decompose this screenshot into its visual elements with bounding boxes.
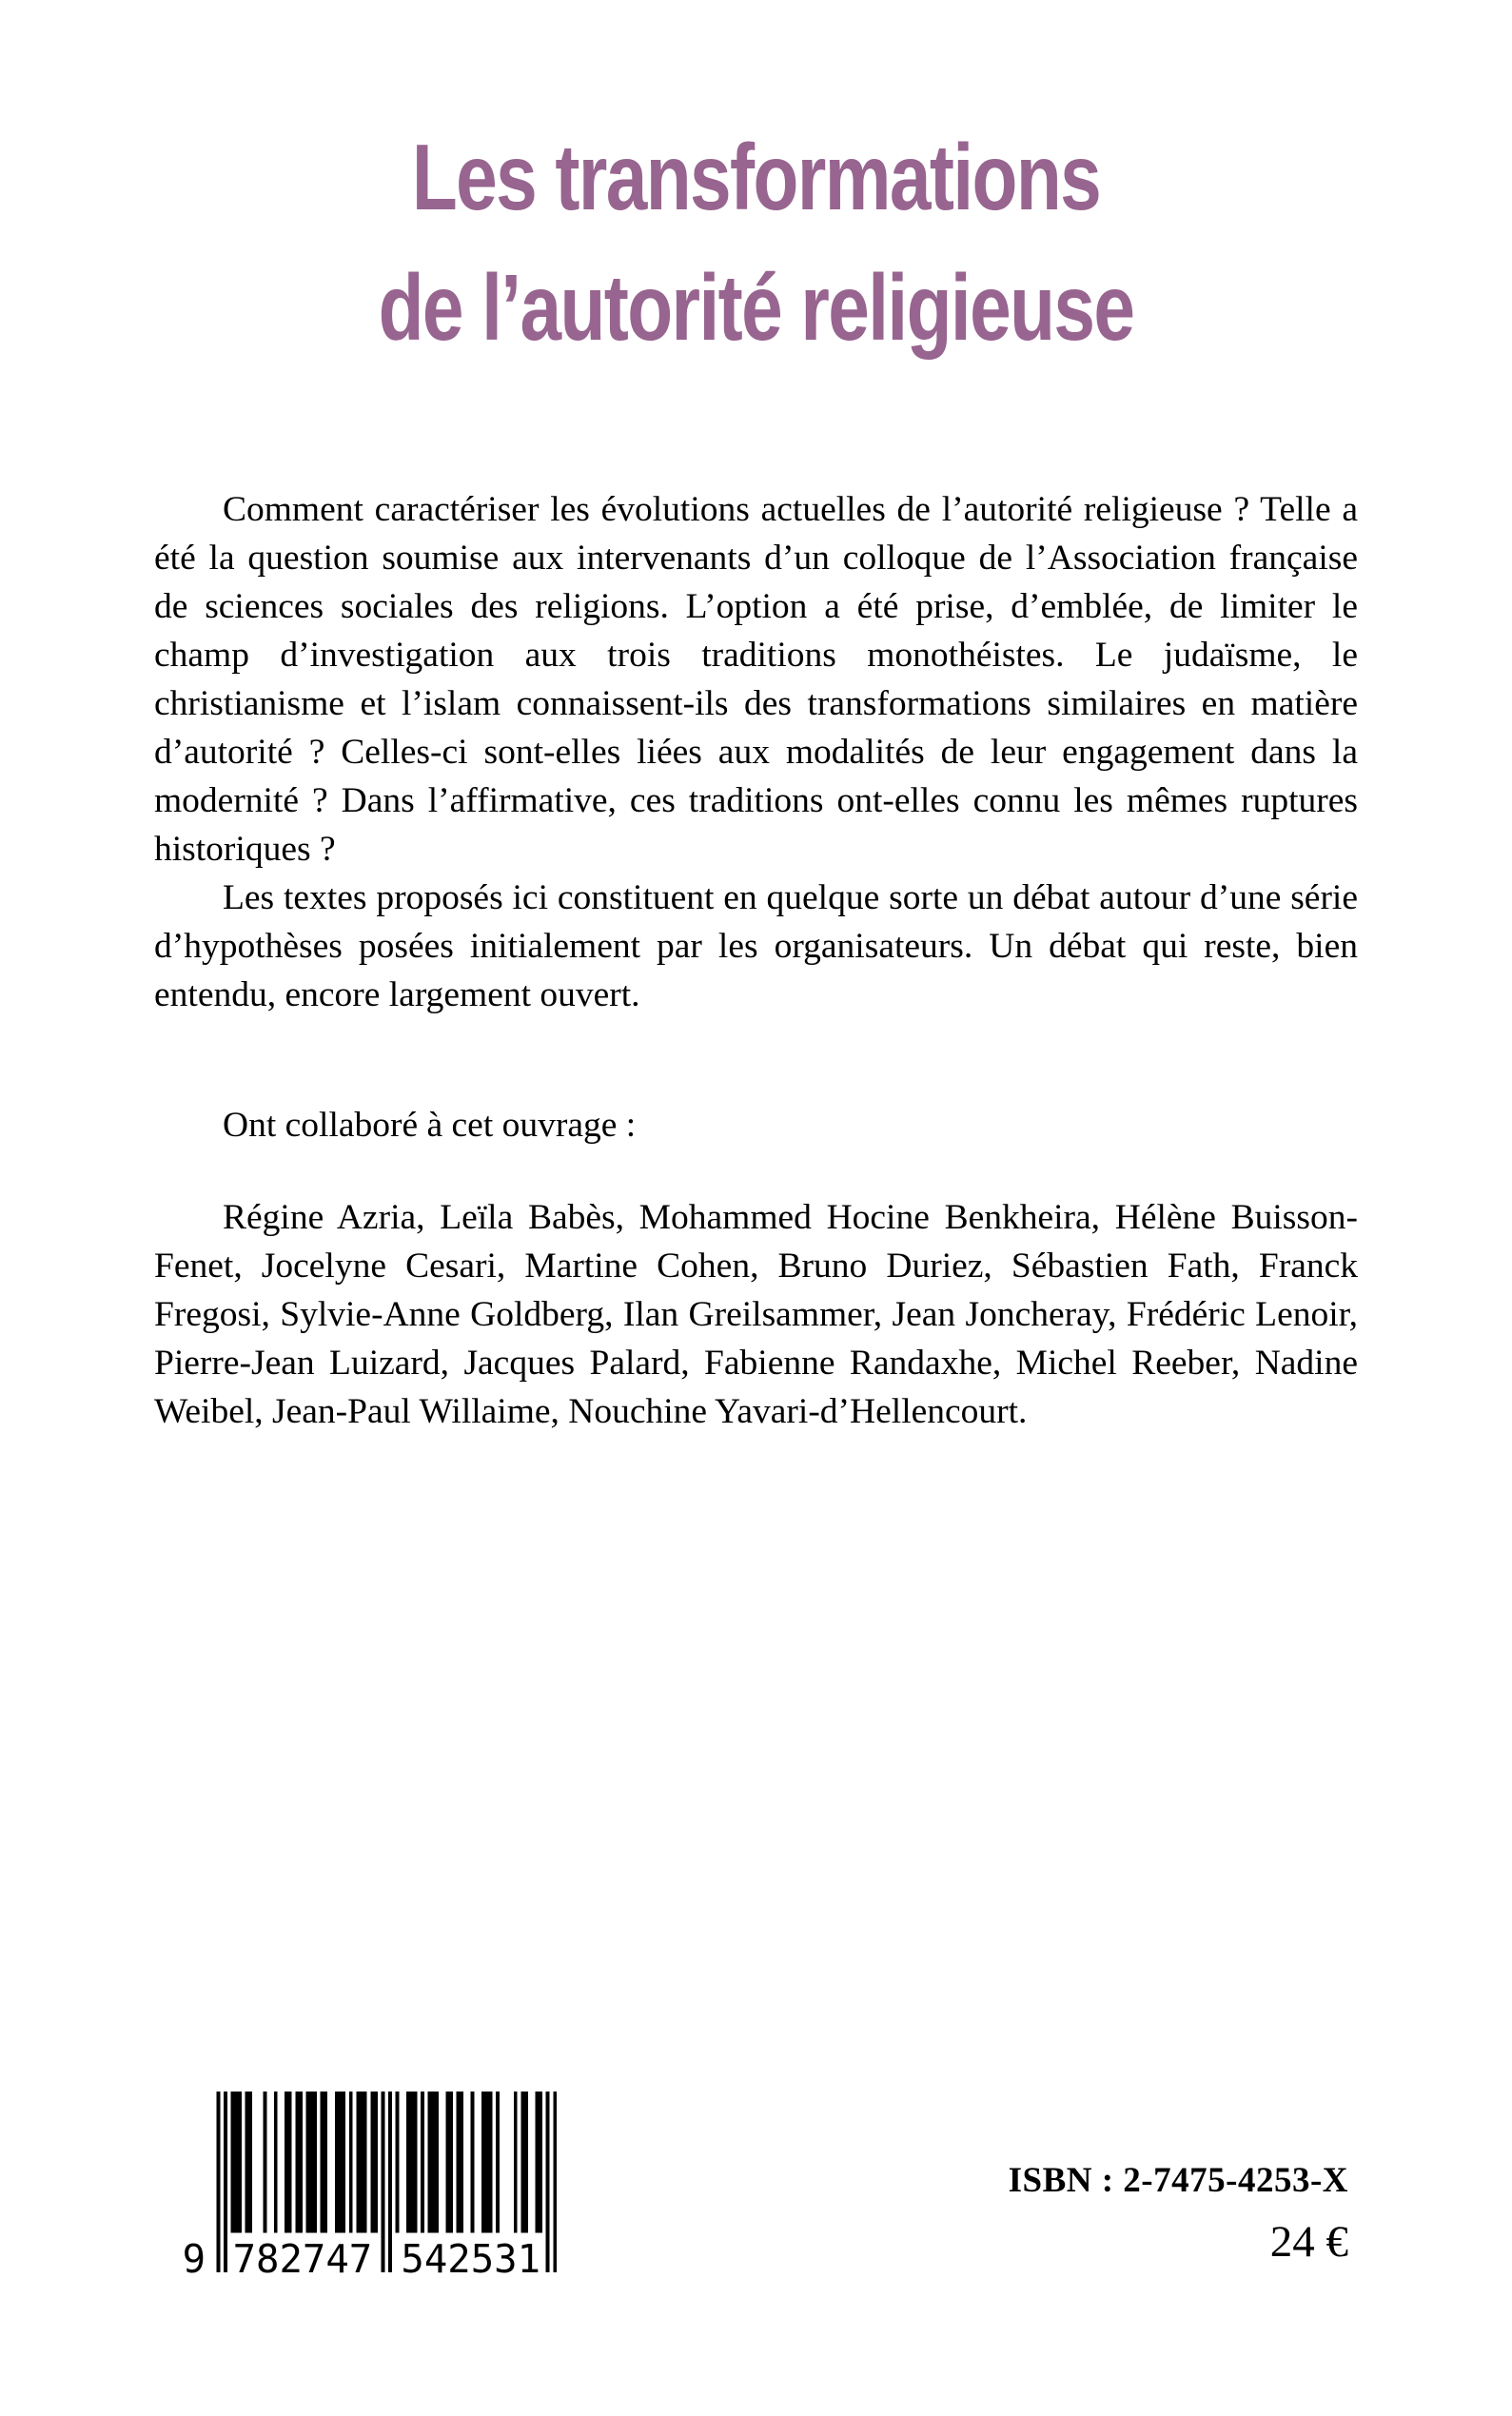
book-title	[151, 0, 1361, 373]
title-line-1: Les transformations	[411, 125, 1101, 229]
synopsis	[154, 485, 1358, 1019]
contributors-list: Régine Azria, Leïla Babès, Mohammed Hocine Benkheira, Hélène Buisson-Fenet, Jocelyne Cesari, Martine Cohen, Bruno Duriez, Sébastien Fath, Franck Fregosi, Sylvie-Anne Goldberg, Ilan Greilsammer, Jean Joncheray, Frédéric Lenoir, Pierre-Jean Luizard, Jacques Palard, Fabienne Randaxhe, Michel Reeber, Nadine Weibel, Jean-Paul Willaime, Nouchine Yavari-d’Hellencourt.	[154, 1198, 1358, 1432]
svg-text:9: 9	[182, 2236, 206, 2280]
contributors-heading: Ont collaboré à cet ouvrage :	[223, 1106, 637, 1146]
isbn-block	[1009, 2160, 1348, 2268]
svg-text:782747: 782747	[232, 2236, 373, 2280]
price: 24 €	[1269, 2217, 1348, 2267]
barcode	[173, 2090, 563, 2285]
barcode-bars	[173, 2090, 563, 2280]
title-line-2: de l’autorité religieuse	[378, 255, 1134, 361]
synopsis-paragraph-2: Les textes proposés ici constituent en quelque sorte un débat autour d’une série d’hypothèses posées initialement par les organisateurs. Un débat qui reste, bien entendu, encore largement ouvert.	[154, 878, 1358, 1015]
isbn: ISBN : 2-7475-4253-X	[1008, 2161, 1348, 2200]
svg-text:542531: 542531	[401, 2236, 541, 2280]
synopsis-paragraph-1: Comment caractériser les évolutions actuelles de l’autorité religieuse ? Telle a été la question soumise aux intervenants d’un colloque de l’Association française de sciences sociales des religions. L’option a été prise, d’emblée, de limiter le champ d’investigation aux trois traditions monothéistes. Le judaïsme, le christianisme et l’islam connaissent-ils des transformations similaires en matière d’autorité ? Celles-ci sont-elles liées aux modalités de leur engagement dans la modernité ? Dans l’affirmative, ces traditions ont-elles connu les mêmes ruptures historiques ?	[154, 490, 1358, 870]
